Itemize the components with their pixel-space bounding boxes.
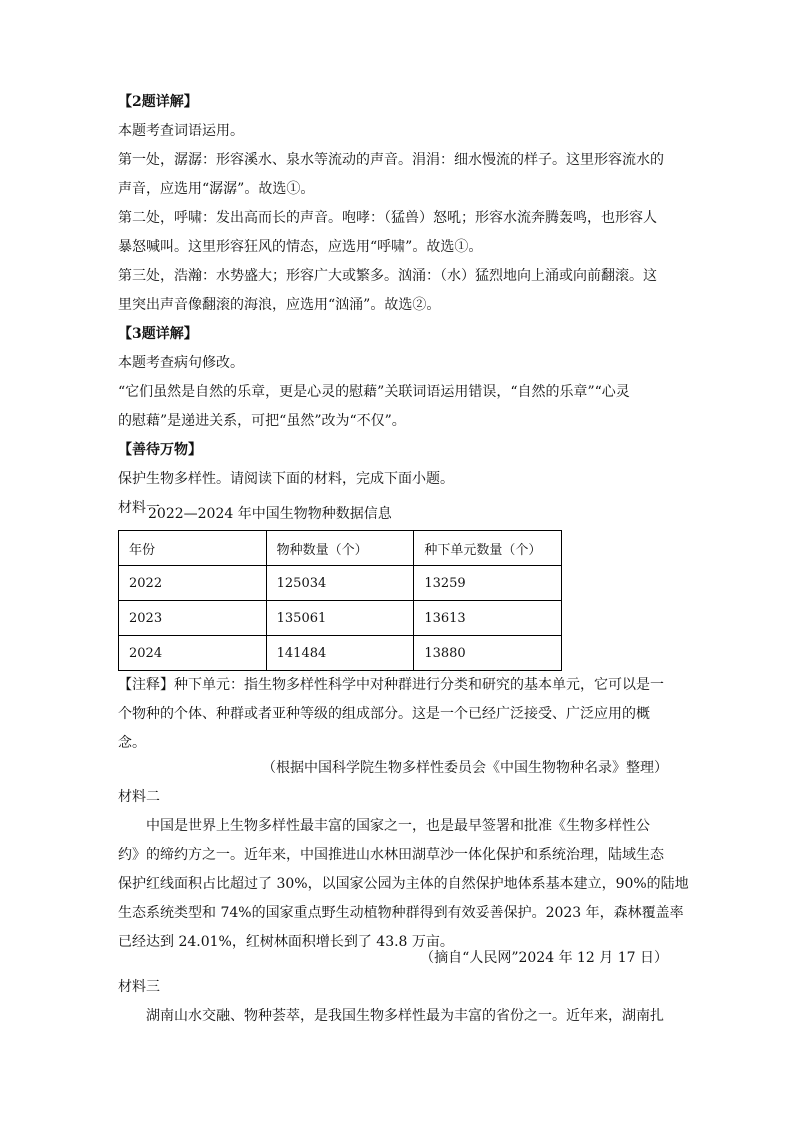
section-intro: 保护生物多样性。请阅读下面的材料，完成下面小题。 (118, 471, 454, 487)
table-header-cell: 物种数量（个） (266, 531, 414, 566)
table-row (119, 601, 562, 636)
q2-line-3: 声音，应选用“潺潺”。故选①。 (118, 181, 315, 197)
q3-line-3: 的慰藉”是递进关系，可把“虽然”改为“不仅”。 (118, 413, 406, 429)
note-line-3: 念。 (118, 735, 146, 751)
table-cell: 13259 (414, 566, 562, 601)
q2-line-5: 暴怒喊叫。这里形容狂风的情态，应选用“呼啸”。故选①。 (118, 239, 483, 255)
material-2-line-4: 生态系统类型和 74%的国家重点野生动植物种群得到有效妥善保护。2023 年，森林覆盖率 (118, 905, 684, 921)
material-2-line-2: 约》的缔约方之一。近年来，中国推进山水林田湖草沙一体化保护和系统治理，陆域生态 (118, 847, 664, 863)
table-cell: 13613 (414, 601, 562, 636)
table-row (119, 566, 562, 601)
material-2-label: 材料二 (118, 789, 160, 805)
table-header-cell: 种下单元数量（个） (414, 531, 562, 566)
material-1-label: 材料一 (118, 500, 160, 516)
table-caption: 2022—2024 年中国生物物种数据信息 (148, 506, 392, 522)
table-cell: 13880 (414, 636, 562, 671)
q2-line-4: 第二处，呼啸：发出高而长的声音。咆哮：（猛兽）怒吼；形容水流奔腾轰鸣，也形容人 (118, 210, 657, 226)
table-header-cell: 年份 (119, 531, 267, 566)
source-1: （根据中国科学院生物多样性委员会《中国生物物种名录》整理） (262, 760, 668, 776)
material-2-line-1: 中国是世界上生物多样性最丰富的国家之一，也是最早签署和批准《生物多样性公 (146, 818, 650, 834)
note-line-1: 【注释】种下单元：指生物多样性科学中对种群进行分类和研究的基本单元，它可以是一 (118, 677, 664, 693)
q3-line-1: 本题考查病句修改。 (118, 355, 244, 371)
q3-line-2: “它们虽然是自然的乐章，更是心灵的慰藉”关联词语运用错误，“自然的乐章”“心灵 (118, 384, 630, 400)
material-2-line-5: 已经达到 24.01%，红树林面积增长到了 43.8 万亩。 (118, 934, 454, 950)
table-cell: 2022 (119, 566, 267, 601)
species-table (118, 530, 562, 671)
q2-line-6: 第三处，浩瀚：水势盛大；形容广大或繁多。汹涌：（水）猛烈地向上涌或向前翻滚。这 (118, 268, 657, 284)
table-row (119, 636, 562, 671)
table-cell: 141484 (266, 636, 414, 671)
table-cell: 135061 (266, 601, 414, 636)
q2-line-2: 第一处，潺潺：形容溪水、泉水等流动的声音。涓涓：细水慢流的样子。这里形容流水的 (118, 152, 664, 168)
table-header-row (119, 531, 562, 566)
q2-line-7: 里突出声音像翻滚的海浪，应选用“汹涌”。故选②。 (118, 297, 441, 313)
source-2: （摘自“人民网”2024 年 12 月 17 日） (420, 950, 668, 966)
table-cell: 2024 (119, 636, 267, 671)
material-2-line-3: 保护红线面积占比超过了 30%，以国家公园为主体的自然保护地体系基本建立，90%的陆地 (118, 876, 689, 892)
note-line-2: 个物种的个体、种群或者亚种等级的组成部分。这是一个已经广泛接受、广泛应用的概 (118, 706, 650, 722)
q2-line-1: 本题考查词语运用。 (118, 123, 244, 139)
material-3-label: 材料三 (118, 979, 160, 995)
q3-header: 【3题详解】 (118, 326, 198, 342)
table-cell: 125034 (266, 566, 414, 601)
table-cell: 2023 (119, 601, 267, 636)
q2-header: 【2题详解】 (118, 94, 198, 110)
material-3-line-1: 湖南山水交融、物种荟萃，是我国生物多样性最为丰富的省份之一。近年来，湖南扎 (146, 1008, 664, 1024)
section-header: 【善待万物】 (118, 442, 202, 458)
